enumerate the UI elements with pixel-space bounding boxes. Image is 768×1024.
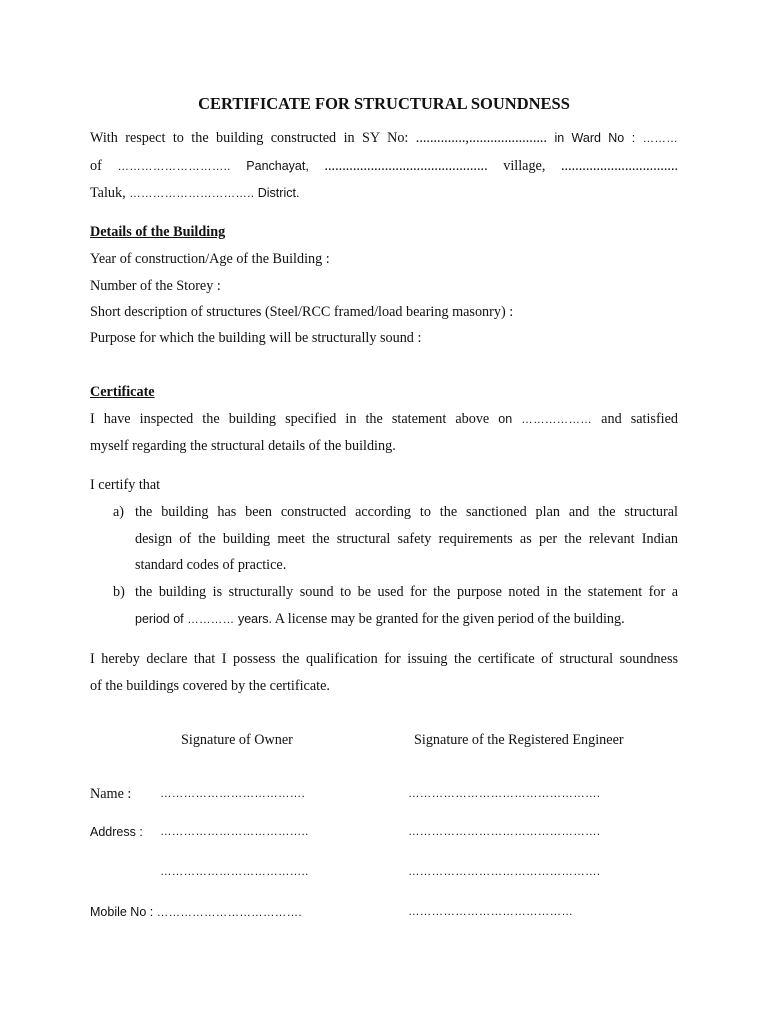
list-item-b-period-dots: …………	[187, 614, 235, 626]
name-owner-field[interactable]: ……………………………….	[160, 788, 306, 800]
name-engineer-field[interactable]: ………………………………………….	[408, 788, 601, 800]
list-marker-a: a)	[113, 504, 125, 520]
details-item-description: Short description of structures (Steel/RCC framed/load bearing masonry) :	[90, 304, 514, 320]
list-item-a-line-3: standard codes of practice.	[135, 557, 287, 573]
intro-taluk: Taluk,	[90, 185, 126, 201]
declaration-line-2: of the buildings covered by the certificate.	[90, 678, 330, 694]
name-label: Name :	[90, 786, 132, 802]
list-item-a-line-2: design of the building meet the structural safety requirements as per the relevant Indian	[135, 531, 678, 547]
certificate-para-satisfied: and satisfied	[601, 411, 679, 427]
mobile-owner-field[interactable]: ……………………………….	[156, 907, 302, 919]
intro-ward-sep: :	[631, 131, 636, 145]
certificate-para-line-1	[90, 411, 678, 428]
details-item-year: Year of construction/Age of the Building :	[90, 251, 330, 267]
address-engineer-field-2[interactable]: ………………………………………….	[408, 866, 601, 878]
intro-of-dots: ………………………..	[117, 161, 231, 173]
certify-intro: I certify that	[90, 477, 161, 493]
intro-village-text: .............................................. village, .................................	[324, 158, 679, 174]
mobile-row-owner	[90, 904, 302, 921]
list-item-b-line-2	[135, 611, 625, 628]
intro-line-3	[90, 185, 299, 202]
intro-sy-text: With respect to the building constructed in SY No: ..............,......................	[90, 130, 548, 146]
list-item-a-line-1: the building has been constructed according to the sanctioned plan and the structural	[135, 504, 678, 520]
mobile-engineer-field[interactable]: ……………………………………	[408, 906, 574, 918]
signature-engineer-label: Signature of the Registered Engineer	[414, 732, 624, 748]
mobile-label: Mobile No :	[90, 905, 154, 919]
intro-panchayat: Panchayat,	[246, 159, 309, 173]
signature-owner-label: Signature of Owner	[181, 732, 293, 748]
certificate-para-date-dots: ………………	[521, 414, 593, 426]
certificate-para-line-2: myself regarding the structural details of the building.	[90, 438, 396, 454]
list-item-b-years: years.	[237, 612, 272, 626]
document-title: CERTIFICATE FOR STRUCTURAL SOUNDNESS	[198, 94, 570, 113]
certificate-para-text: I have inspected the building specified in the statement above	[90, 411, 490, 427]
details-heading: Details of the Building	[90, 224, 226, 240]
intro-taluk-dots: …………………………..	[129, 188, 255, 200]
declaration-line-1: I hereby declare that I possess the qualification for issuing the certificate of structural soundness	[90, 651, 678, 667]
list-item-b-license-text: A license may be granted for the given period of the building.	[274, 611, 625, 627]
list-item-b-period: period of	[135, 612, 184, 626]
address-owner-field-2[interactable]: ………………………………..	[160, 866, 309, 878]
intro-line-1	[90, 130, 678, 147]
details-item-storey: Number of the Storey :	[90, 278, 221, 294]
intro-of: of	[90, 158, 102, 174]
certificate-heading: Certificate	[90, 384, 155, 400]
details-item-purpose: Purpose for which the building will be structurally sound :	[90, 330, 422, 346]
list-marker-b: b)	[113, 584, 125, 600]
intro-line-2	[90, 158, 678, 175]
list-item-b-line-1: the building is structurally sound to be used for the purpose noted in the statement for a	[135, 584, 678, 600]
address-label: Address :	[90, 825, 143, 839]
certificate-para-on: on	[498, 412, 513, 426]
address-engineer-field[interactable]: ………………………………………….	[408, 826, 601, 838]
intro-ward-dots: ………	[642, 133, 679, 145]
intro-ward-label: in Ward No	[554, 131, 625, 145]
intro-district: District.	[257, 186, 300, 200]
address-owner-field[interactable]: ………………………………..	[160, 826, 309, 838]
